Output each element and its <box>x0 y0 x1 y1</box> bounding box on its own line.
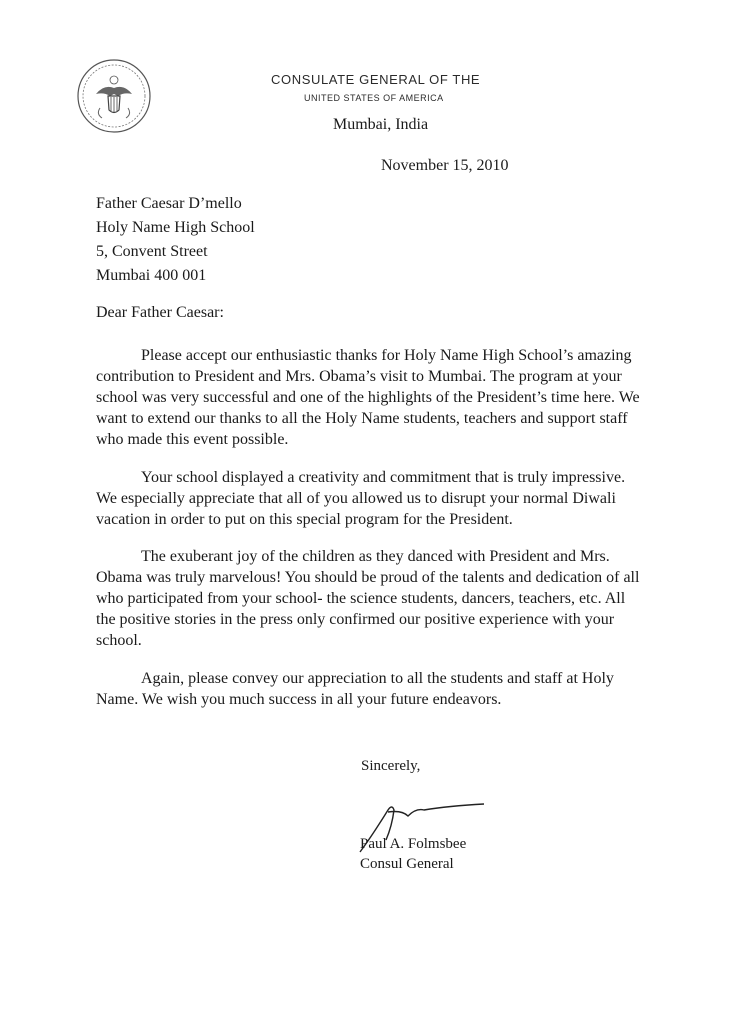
signatory-block <box>360 834 466 874</box>
letter-city: Mumbai, India <box>333 116 429 133</box>
body-paragraph: The exuberant joy of the children as they danced with President and Mrs. Obama was truly marvelous! You should be proud of the talents and dedication of all who participated from your school- the science students, dancers, teachers, etc. All the positive stories in the press only confirmed our positive experience with your school. <box>96 548 640 649</box>
consulate-seal-icon <box>74 58 154 134</box>
address-line: Father Caesar D’mello <box>96 195 242 212</box>
letterhead-line2: UNITED STATES OF AMERICA <box>304 93 444 103</box>
letterhead-line1: CONSULATE GENERAL OF THE <box>271 72 481 87</box>
closing: Sincerely, <box>361 758 421 774</box>
salutation: Dear Father Caesar: <box>96 304 224 321</box>
body-paragraph: Again, please convey our appreciation to all the students and staff at Holy Name. We wish you much success in all your future endeavors. <box>96 670 614 708</box>
signatory-name: Paul A. Folmsbee <box>360 836 467 852</box>
body-paragraph: Your school displayed a creativity and commitment that is truly impressive. We especially appreciate that all of you allowed us to disrupt your normal Diwali vacation in order to put on this special program for the President. <box>96 469 626 528</box>
address-line: Holy Name High School <box>96 219 255 236</box>
signatory-title: Consul General <box>360 856 454 872</box>
address-line: Mumbai 400 001 <box>96 267 207 284</box>
letter-body <box>96 345 645 727</box>
address-line: 5, Convent Street <box>96 243 208 260</box>
recipient-address <box>96 192 255 288</box>
letter-date: November 15, 2010 <box>381 157 509 174</box>
body-paragraph: Please accept our enthusiastic thanks for Holy Name High School’s amazing contribution to President and Mrs. Obama’s visit to Mumbai. The program at your school was very successful and one of the highlights of the President’s time here. We want to extend our thanks to all the Holy Name students, teachers and support staff who made this event possible. <box>96 347 640 448</box>
